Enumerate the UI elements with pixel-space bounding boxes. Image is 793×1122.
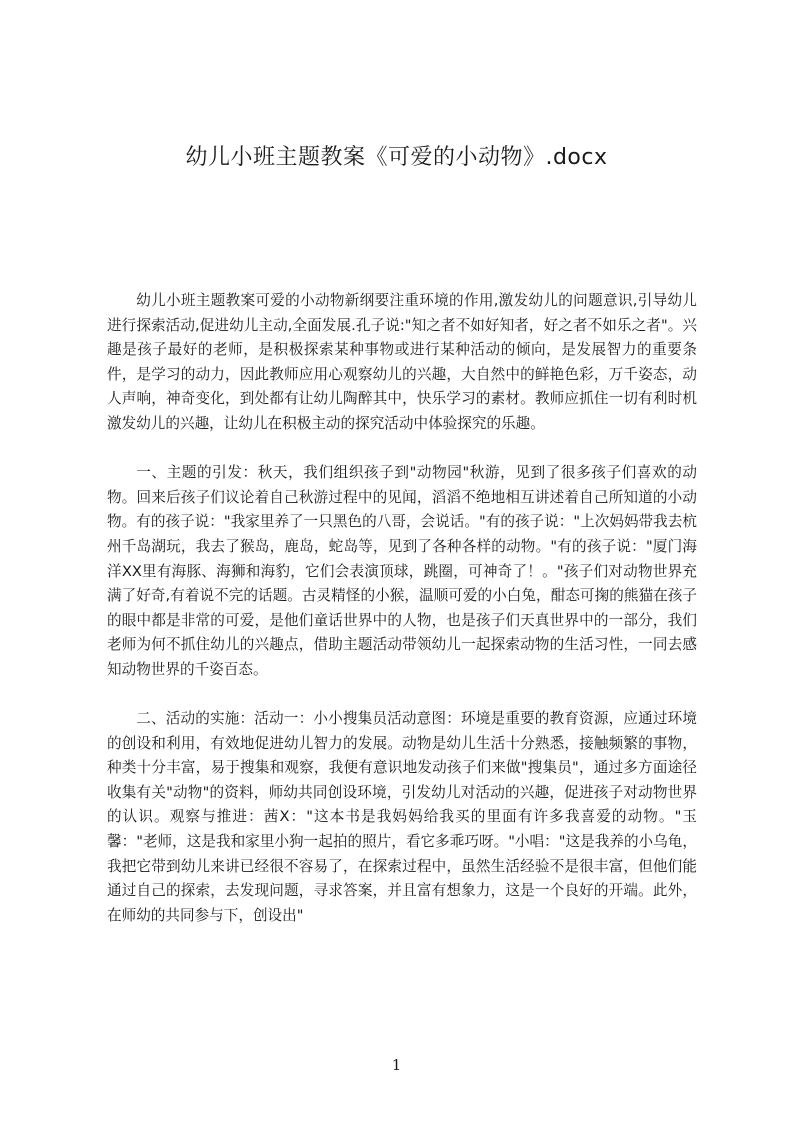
paragraph-spacer [107, 683, 697, 708]
paragraph-theme-origin: 一、主题的引发：秋天，我们组织孩子到"动物园"秋游，见到了很多孩子们喜欢的动物。回来后孩子们议论着自己秋游过程中的见闻，滔滔不绝地相互讲述着自己所知道的小动物。有的孩子说："我家里养了一只黑色的八哥，会说话。"有的孩子说："上次妈妈带我去杭州千岛湖玩，我去了猴岛，鹿岛，蛇岛等，见到了各种各样的动物。"有的孩子说："厦门海洋XX里有海豚、海狮和海豹，它们会表演顶球，跳圈，可神奇了！。"孩子们对动物世界充满了好奇,有着说不完的话题。古灵精怪的小猴，温顺可爱的小白兔，酣态可掬的熊猫在孩子的眼中都是非常的可爱，是他们童话世界中的人物，也是孩子们天真世界中的一部分，我们老师为何不抓住幼儿的兴趣点，借助主题活动带领幼儿一起探索动物的生活习性，一同去感知动物世界的千姿百态。 [107, 464, 697, 678]
paragraph-intro: 幼儿小班主题教案可爱的小动物新纲要注重环境的作用,激发幼儿的问题意识,引导幼儿进行探索活动,促进幼儿主动,全面发展.孔子说:"知之者不如好知者，好之者不如乐之者"。兴趣是孩子最好的老师，是积极探索某种事物或进行某种活动的倾向，是发展智力的重要条件，是学习的动力，因此教师应用心观察幼儿的兴趣，大自然中的鲜艳色彩，万千姿态，动人声响，神奇变化，到处都有让幼儿陶醉其中，快乐学习的素材。教师应抓住一切有利时机激发幼儿的兴趣，让幼儿在积极主动的探究活动中体验探究的乐趣。 [107, 292, 697, 432]
document-body [107, 289, 697, 924]
paragraph-spacer [107, 437, 697, 462]
page-number: 1 [391, 1056, 402, 1074]
paragraph-activity-implementation: 二、活动的实施：活动一：小小搜集员活动意图：环境是重要的教育资源，应通过环境的创设和利用，有效地促进幼儿智力的发展。动物是幼儿生活十分熟悉，接触频繁的事物，种类十分丰富，易于搜集和观察，我便有意识地发动孩子们来做"搜集员"，通过多方面途径收集有关"动物"的资料，师幼共同创设环境，引发幼儿对活动的兴趣，促进孩子对动物世界的认识。观察与推进：茜X："这本书是我妈妈给我买的里面有许多我喜爱的动物。"玉馨："老师，这是我和家里小狗一起拍的照片，看它多乖巧呀。"小唱："这是我养的小乌龟，我把它带到幼儿来讲已经很不容易了，在探索过程中，虽然生活经验不是很丰富，但他们能通过自己的探索，去发现问题，寻求答案，并且富有想象力，这是一个良好的开端。此外，在师幼的共同参与下，创设出" [107, 710, 697, 924]
document-title: 幼儿小班主题教案《可爱的小动物》.docx [185, 145, 608, 170]
